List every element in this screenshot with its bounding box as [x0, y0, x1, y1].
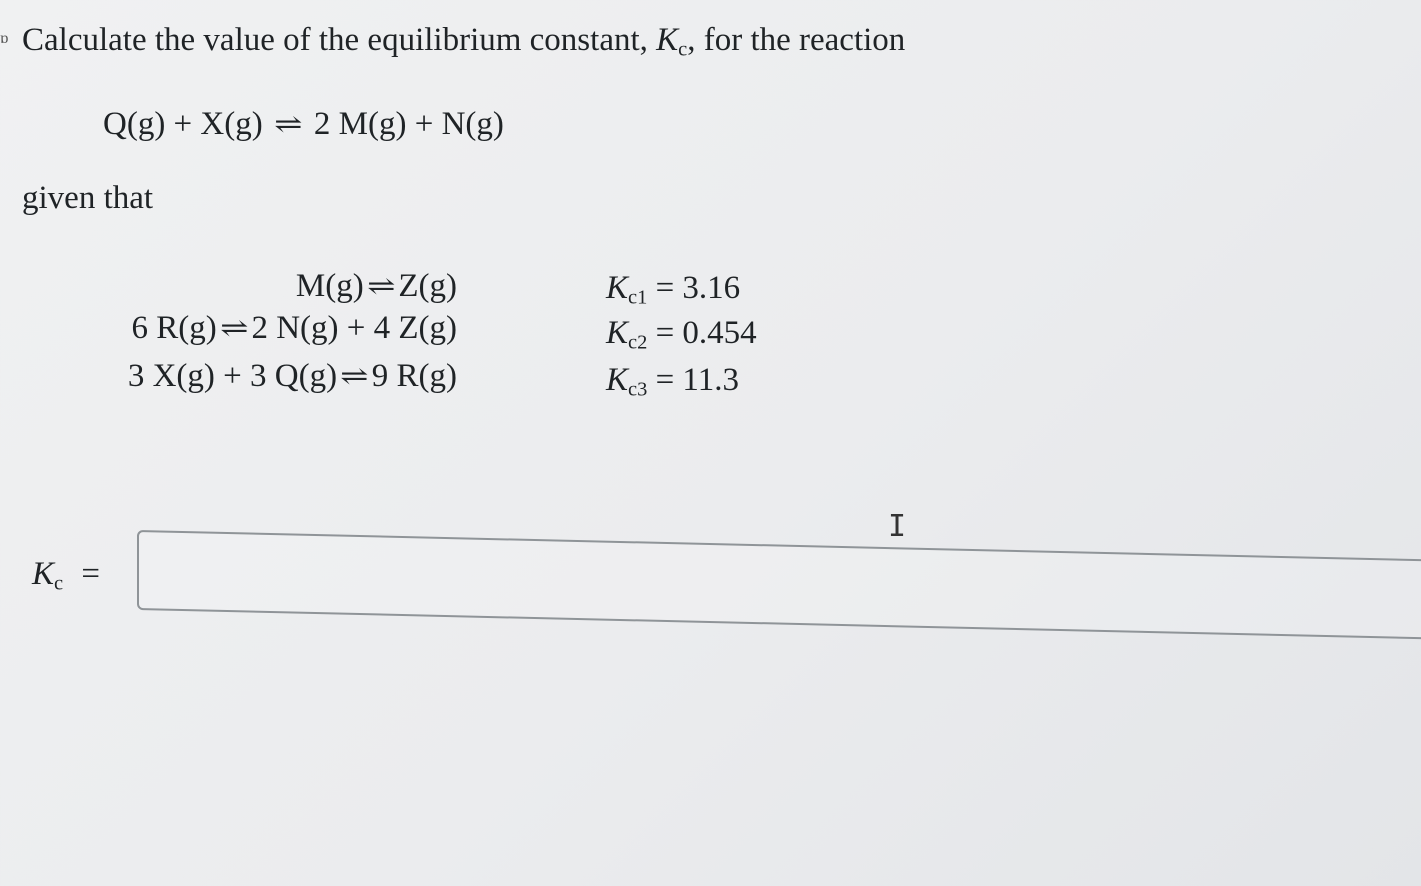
main-reaction-products: 2 M(g) + N(g) — [313, 106, 504, 142]
given-reaction-1: M(g) ⇌Z(g) — [295, 268, 457, 304]
equilibrium-arrow-icon: ⇌ — [219, 313, 249, 344]
given-reaction-2: 6 R(g) ⇌2 N(g) + 4 Z(g) — [131, 310, 457, 346]
question-text — [22, 22, 905, 62]
answer-kc-label: $K_c$ = — [32, 556, 100, 595]
given-label: given that — [22, 180, 154, 216]
text-cursor-icon: I — [888, 509, 907, 544]
question-intro: Calculate the value of the equilibrium constant, — [22, 22, 648, 58]
equilibrium-arrow-icon: ⇌ — [366, 271, 396, 302]
question-intro-end: , for the reaction — [687, 22, 906, 58]
main-reaction — [103, 106, 504, 143]
given-reaction-3: 3 X(g) + 3 Q(g) ⇌9 R(g) — [127, 358, 457, 394]
edge-marker: ɒ — [0, 30, 9, 47]
kc3-value: $K_{c3} = 11.3$ — [606, 362, 739, 401]
kc2-value: $K_{c2} = 0.454$ — [606, 315, 757, 354]
kc-symbol: $K_c$ — [656, 22, 688, 61]
main-reaction-reactants: Q(g) + X(g) — [103, 106, 263, 142]
equilibrium-arrow-icon: ⇌ — [274, 109, 303, 140]
kc1-value: $K_{c1} = 3.16$ — [606, 270, 741, 309]
kc-answer-input[interactable] — [137, 530, 1421, 640]
equilibrium-arrow-icon: ⇌ — [340, 361, 369, 392]
